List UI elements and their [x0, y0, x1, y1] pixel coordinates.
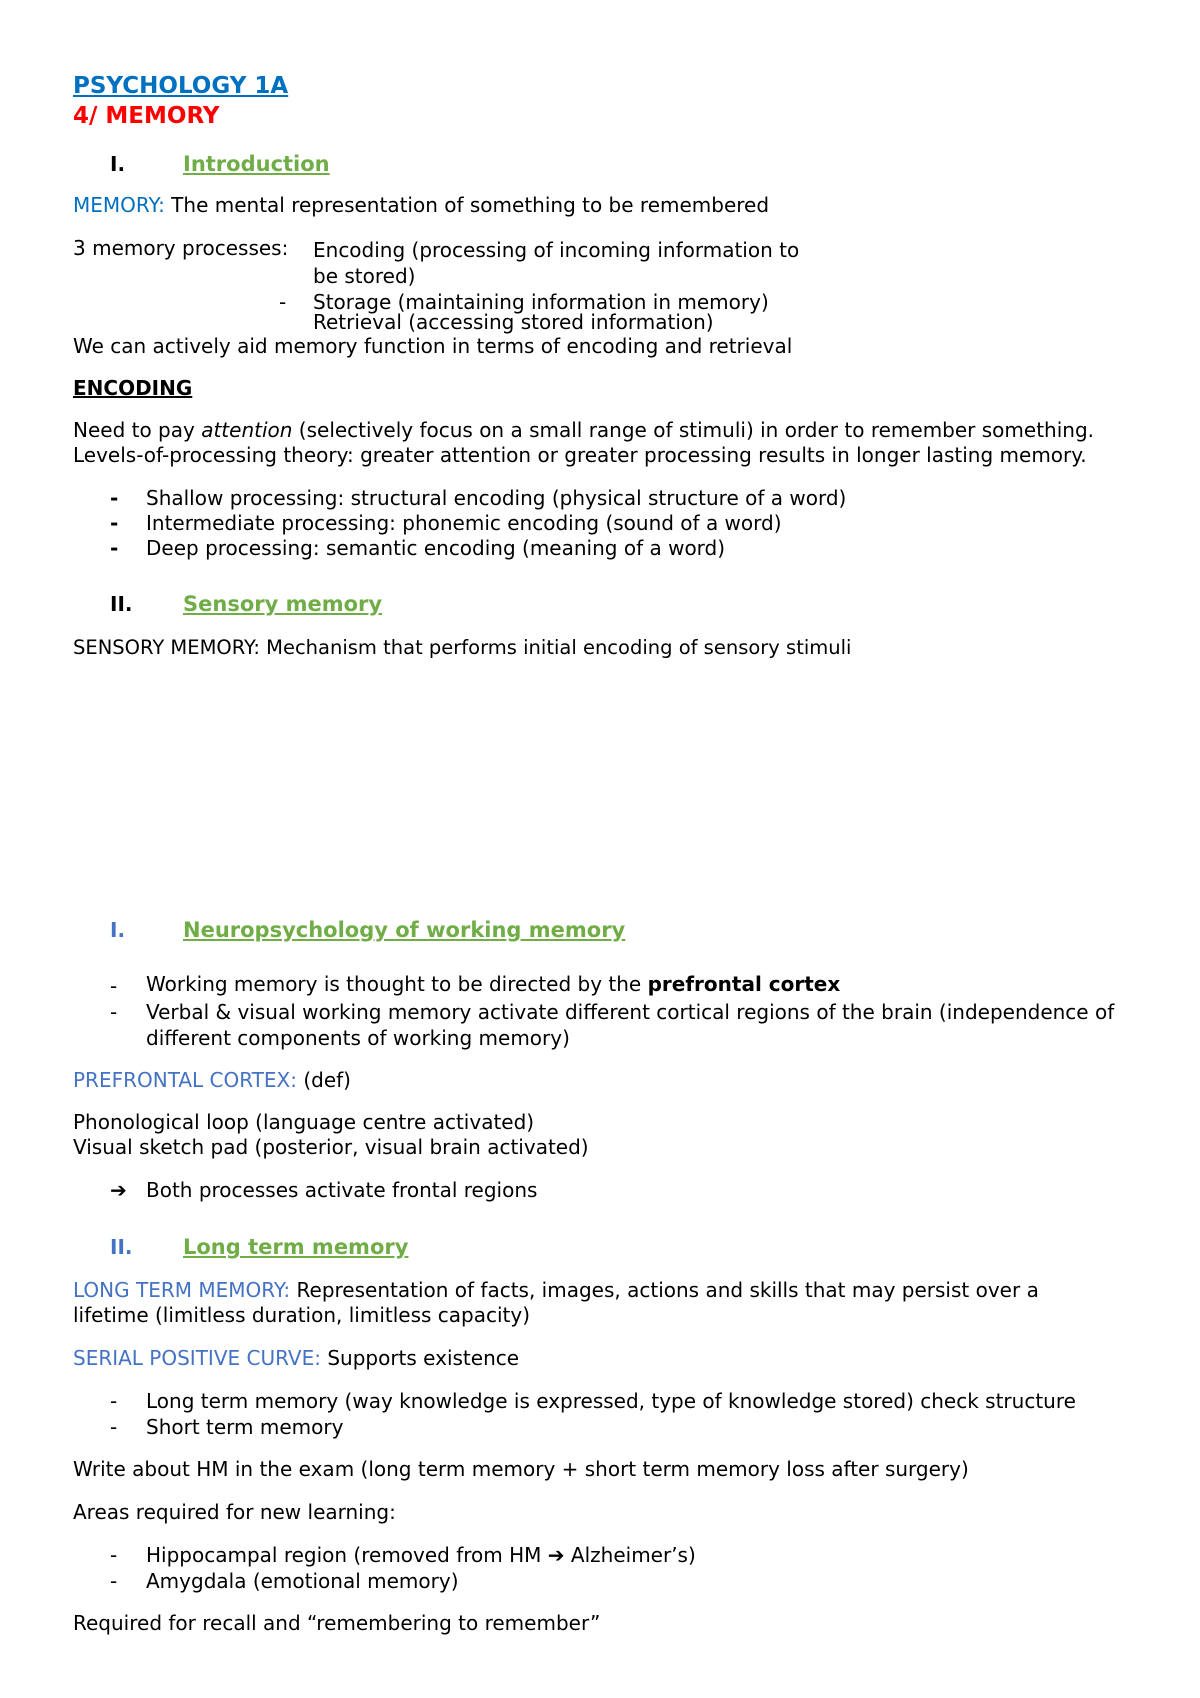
arrow-icon: ➔ [547, 1543, 565, 1567]
bullet-dash: - [110, 486, 119, 510]
bullet-dash: - [110, 511, 119, 535]
process-line: Encoding (processing of incoming information to [313, 238, 800, 262]
bullet-dash: - [110, 1415, 118, 1439]
processes-label: 3 memory processes: [73, 236, 289, 260]
list-item [146, 1543, 696, 1567]
bullet-dash: - [110, 1000, 118, 1024]
course-title: PSYCHOLOGY 1A [73, 73, 289, 99]
list-text: Working memory is thought to be directed by the [146, 972, 648, 996]
pfc-def: (def) [296, 1068, 351, 1092]
spc-def: Supports existence [320, 1346, 520, 1370]
list-item: Amygdala (emotional memory) [146, 1569, 459, 1593]
section-numeral: II. [110, 592, 133, 616]
process-dash: - [279, 290, 287, 314]
list-item: Verbal & visual working memory activate different cortical regions of the brain (independence of [146, 1000, 1115, 1024]
sensory-definition: SENSORY MEMORY: Mechanism that performs initial encoding of sensory stimuli [73, 636, 852, 659]
pfc-definition [73, 1068, 351, 1092]
chapter-title: 4/ MEMORY [73, 103, 220, 129]
spc-term: SERIAL POSITIVE CURVE: [73, 1346, 321, 1370]
arrow-icon: ➔ [110, 1178, 127, 1202]
loop-line: Phonological loop (language centre activated) [73, 1110, 535, 1134]
attention-emphasis: attention [201, 418, 293, 442]
section-numeral: I. [110, 918, 126, 942]
memory-def: The mental representation of something to be remembered [164, 193, 770, 217]
list-item [146, 972, 840, 996]
bullet-dash: - [110, 1543, 118, 1567]
list-emphasis: prefrontal cortex [647, 972, 841, 996]
ltm-definition-continued: lifetime (limitless duration, limitless capacity) [73, 1303, 531, 1327]
list-item: Short term memory [146, 1415, 344, 1439]
encoding-heading: ENCODING [73, 376, 193, 400]
aid-note: We can actively aid memory function in terms of encoding and retrieval [73, 334, 793, 358]
pfc-term: PREFRONTAL CORTEX: [73, 1068, 297, 1092]
processes-clip [0, 0, 1200, 334]
process-line-clipped: Retrieval (accessing stored information) [313, 310, 714, 334]
recall-note: Required for recall and “remembering to remember” [73, 1611, 601, 1635]
list-item: Shallow processing: structural encoding (physical structure of a word) [146, 486, 847, 510]
section-numeral: I. [110, 152, 126, 176]
list-item: Deep processing: semantic encoding (meaning of a word) [146, 536, 726, 560]
section-heading-sensory: Sensory memory [183, 592, 383, 616]
areas-label: Areas required for new learning: [73, 1500, 396, 1524]
attention-text: Need to pay [73, 418, 202, 442]
section-numeral: II. [110, 1235, 133, 1259]
section-heading-long-term: Long term memory [183, 1235, 409, 1259]
arrow-note: Both processes activate frontal regions [146, 1178, 538, 1202]
list-text: Alzheimer’s) [564, 1543, 696, 1567]
levels-line: Levels-of-processing theory: greater attention or greater processing results in longer lasting memory. [73, 443, 1087, 467]
bullet-dash: - [110, 974, 118, 998]
section-heading-introduction: Introduction [183, 152, 330, 176]
memory-term: MEMORY: [73, 193, 165, 217]
list-item: Long term memory (way knowledge is expressed, type of knowledge stored) check structure [146, 1389, 1076, 1413]
ltm-definition [73, 1278, 1039, 1302]
ltm-term: LONG TERM MEMORY: [73, 1278, 291, 1302]
bullet-dash: - [110, 1389, 118, 1413]
section-heading-neuropsychology: Neuropsychology of working memory [183, 918, 626, 942]
attention-text: (selectively focus on a small range of stimuli) in order to remember something. [292, 418, 1094, 442]
bullet-dash: - [110, 536, 119, 560]
ltm-def: Representation of facts, images, actions and skills that may persist over a [290, 1278, 1039, 1302]
bullet-dash: - [110, 1569, 118, 1593]
process-line: be stored) [313, 264, 416, 288]
process-line: Storage (maintaining information in memory) [313, 290, 769, 314]
spc-definition [73, 1346, 519, 1370]
list-item-continued: different components of working memory) [146, 1026, 570, 1050]
sketch-line: Visual sketch pad (posterior, visual brain activated) [73, 1135, 589, 1159]
hm-note: Write about HM in the exam (long term memory + short term memory loss after surgery) [73, 1457, 969, 1481]
list-item: Intermediate processing: phonemic encoding (sound of a word) [146, 511, 782, 535]
list-text: Hippocampal region (removed from HM [146, 1543, 548, 1567]
attention-line [73, 418, 1094, 442]
